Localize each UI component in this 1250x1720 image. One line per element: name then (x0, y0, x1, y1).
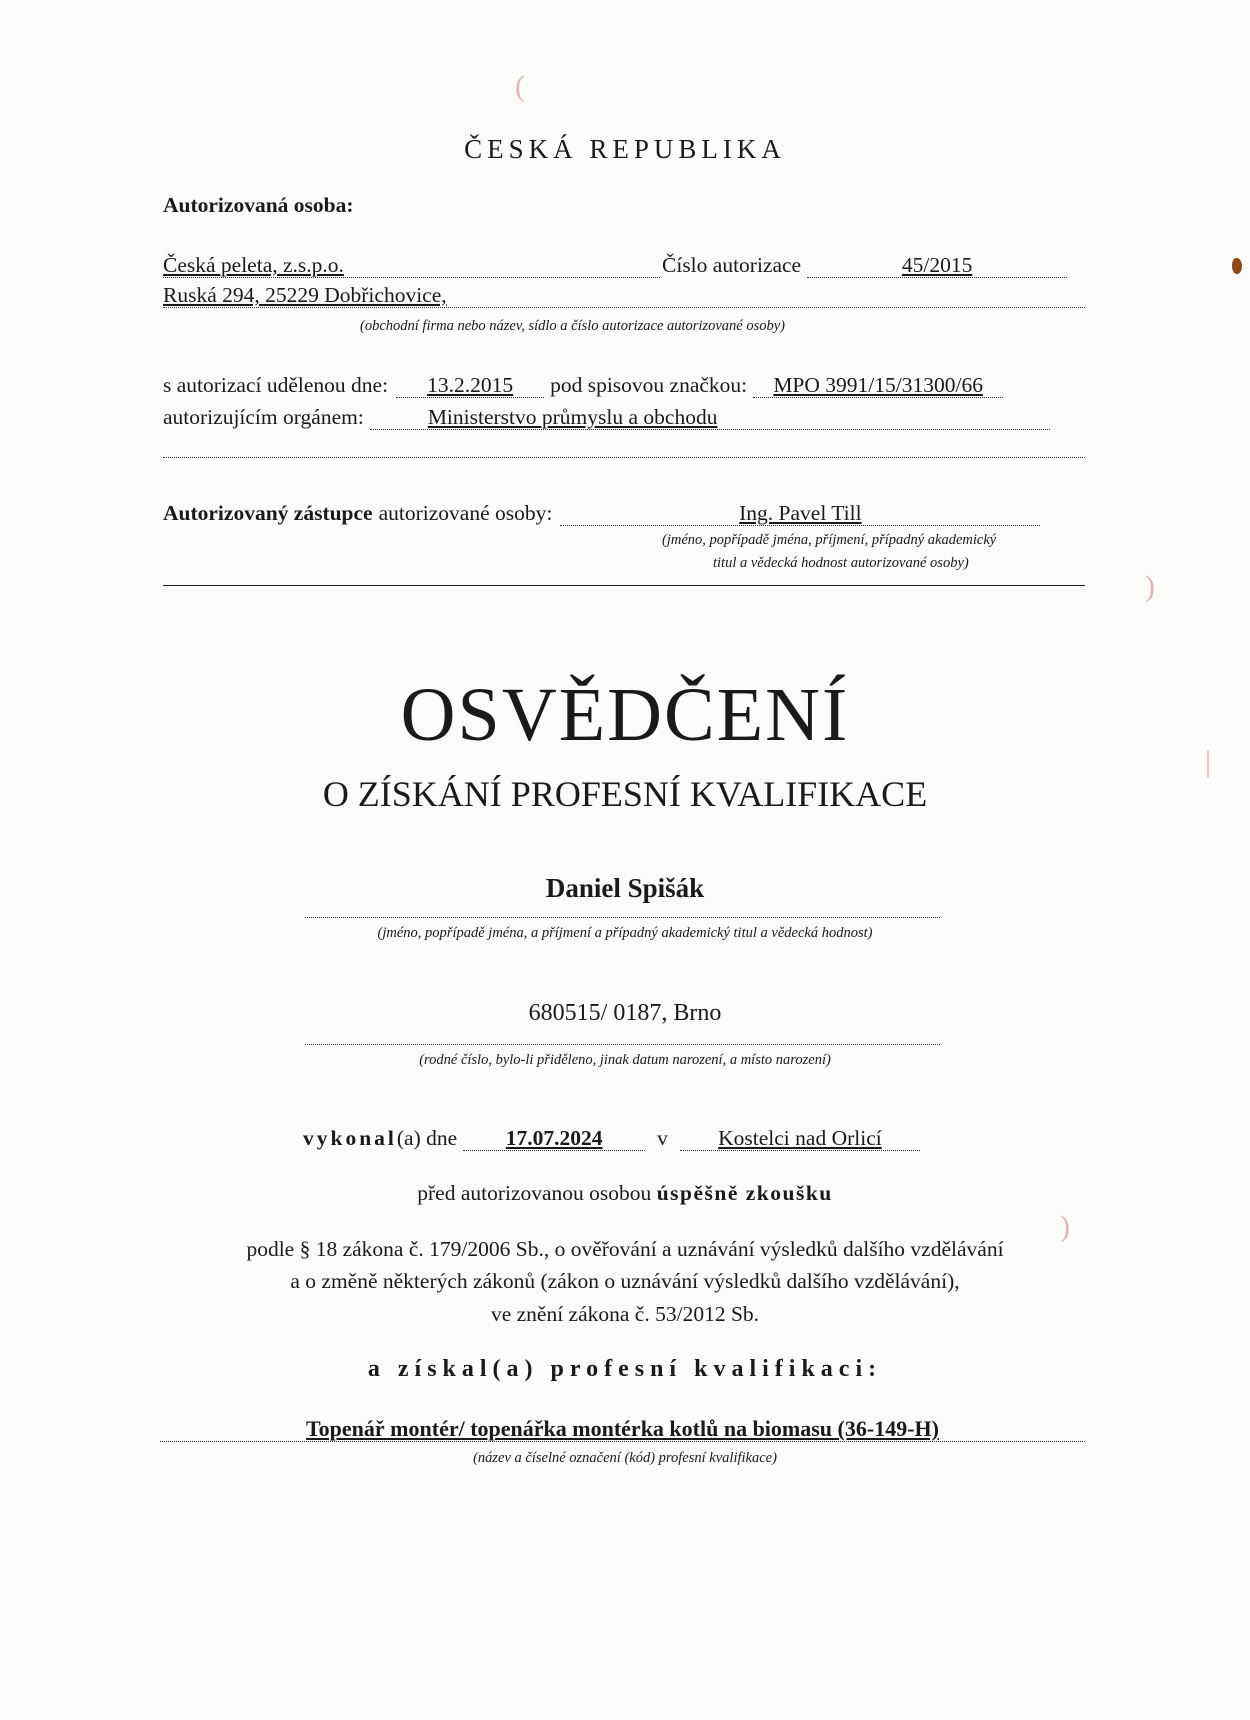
faint-mark: | (1205, 745, 1212, 778)
success-text: úspěšně zkoušku (656, 1181, 833, 1205)
law-line-1: podle § 18 zákona č. 179/2006 Sb., o ověřování a uznávání výsledků dalšího vzdělávání (246, 1237, 1004, 1261)
before-line (0, 1181, 1250, 1206)
blank-dotted-line (163, 457, 1085, 458)
file-ref: MPO 3991/15/31300/66 (773, 373, 983, 397)
performed-suffix: (a) dne (396, 1126, 458, 1150)
certificate-subtitle: O ZÍSKÁNÍ PROFESNÍ KVALIFIKACE (322, 774, 928, 814)
section-divider (163, 585, 1085, 586)
address-row (163, 284, 1085, 308)
auth-number: 45/2015 (901, 253, 973, 277)
exam-date-field (463, 1127, 645, 1151)
auth-number-label: Číslo autorizace (662, 253, 802, 277)
qualification-heading: a získal(a) profesní kvalifikaci: (367, 1356, 883, 1382)
law-line-3: ve znění zákona č. 53/2012 Sb. (490, 1302, 760, 1326)
birth-info-note: (rodné číslo, bylo-li přiděleno, jinak datum narození, a místo narození) (419, 1052, 831, 1068)
file-ref-field (753, 374, 1003, 398)
address-field (163, 284, 1085, 308)
holder-name-line (305, 917, 940, 918)
in-label: v (657, 1126, 668, 1150)
holder-name-note: (jméno, popřípadě jména, a příjmení a případný akademický titul a vědecká hodnost) (377, 925, 873, 941)
exam-place: Kostelci nad Orlicí (718, 1126, 882, 1150)
exam-row (303, 1126, 920, 1151)
representative-name: Ing. Pavel Till (739, 501, 862, 525)
granted-date-field (396, 374, 544, 398)
company-row (163, 253, 1085, 278)
representative-field (560, 502, 1040, 526)
qualification-name (160, 1416, 1085, 1442)
company-note: (obchodní firma nebo název, sídlo a číslo autorizace autorizované osoby) (360, 318, 786, 334)
exam-date: 17.07.2024 (505, 1126, 603, 1150)
representative-note-1: (jméno, popřípadě jména, příjmení, případný akademický (662, 532, 997, 548)
qualification-name-text: Topenář montér/ topenářka montérka kotlů na biomasu (36-149-H) (306, 1416, 939, 1441)
before-text: před autorizovanou osobou (417, 1181, 652, 1205)
granted-label: s autorizací udělenou dne: (163, 373, 389, 397)
faint-mark: ( (515, 70, 525, 103)
holder-name: Daniel Spišák (545, 873, 705, 903)
authority-row (163, 405, 1085, 430)
law-line-2: a o změně některých zákonů (zákon o uznávání výsledků dalšího vzdělávání), (290, 1269, 960, 1293)
birth-info: 680515/ 0187, Brno (528, 1000, 722, 1026)
authorization-row (163, 373, 1085, 398)
authority-name: Ministerstvo průmyslu a obchodu (427, 405, 718, 429)
faint-mark: ) (1145, 570, 1155, 603)
granted-date: 13.2.2015 (427, 373, 514, 397)
company-name: Česká peleta, z.s.p.o. (163, 253, 344, 277)
exam-place-field (680, 1127, 920, 1151)
faint-mark: ) (1060, 1210, 1070, 1243)
file-ref-label: pod spisovou značkou: (550, 373, 748, 397)
representative-note-2: titul a vědecká hodnost autorizované osoby) (713, 555, 969, 571)
authorized-person-label: Autorizovaná osoba: (163, 193, 354, 217)
representative-label: autorizované osoby: (378, 501, 553, 525)
authority-field (370, 406, 1050, 430)
country-heading: ČESKÁ REPUBLIKA (464, 134, 786, 164)
authority-label: autorizujícím orgánem: (163, 405, 364, 429)
representative-label-bold: Autorizovaný zástupce (163, 501, 373, 525)
representative-row (163, 501, 1085, 526)
birth-info-line (305, 1044, 940, 1045)
auth-number-field (807, 254, 1067, 278)
certificate-title: OSVĚDČENÍ (400, 673, 850, 757)
company-address: Ruská 294, 25229 Dobřichovice, (163, 283, 447, 307)
performed-label: vykonal (303, 1126, 397, 1150)
qualification-note: (název a číselné označení (kód) profesní kvalifikace) (473, 1450, 777, 1466)
paper-stain (1232, 258, 1242, 274)
company-name-field (163, 254, 660, 278)
